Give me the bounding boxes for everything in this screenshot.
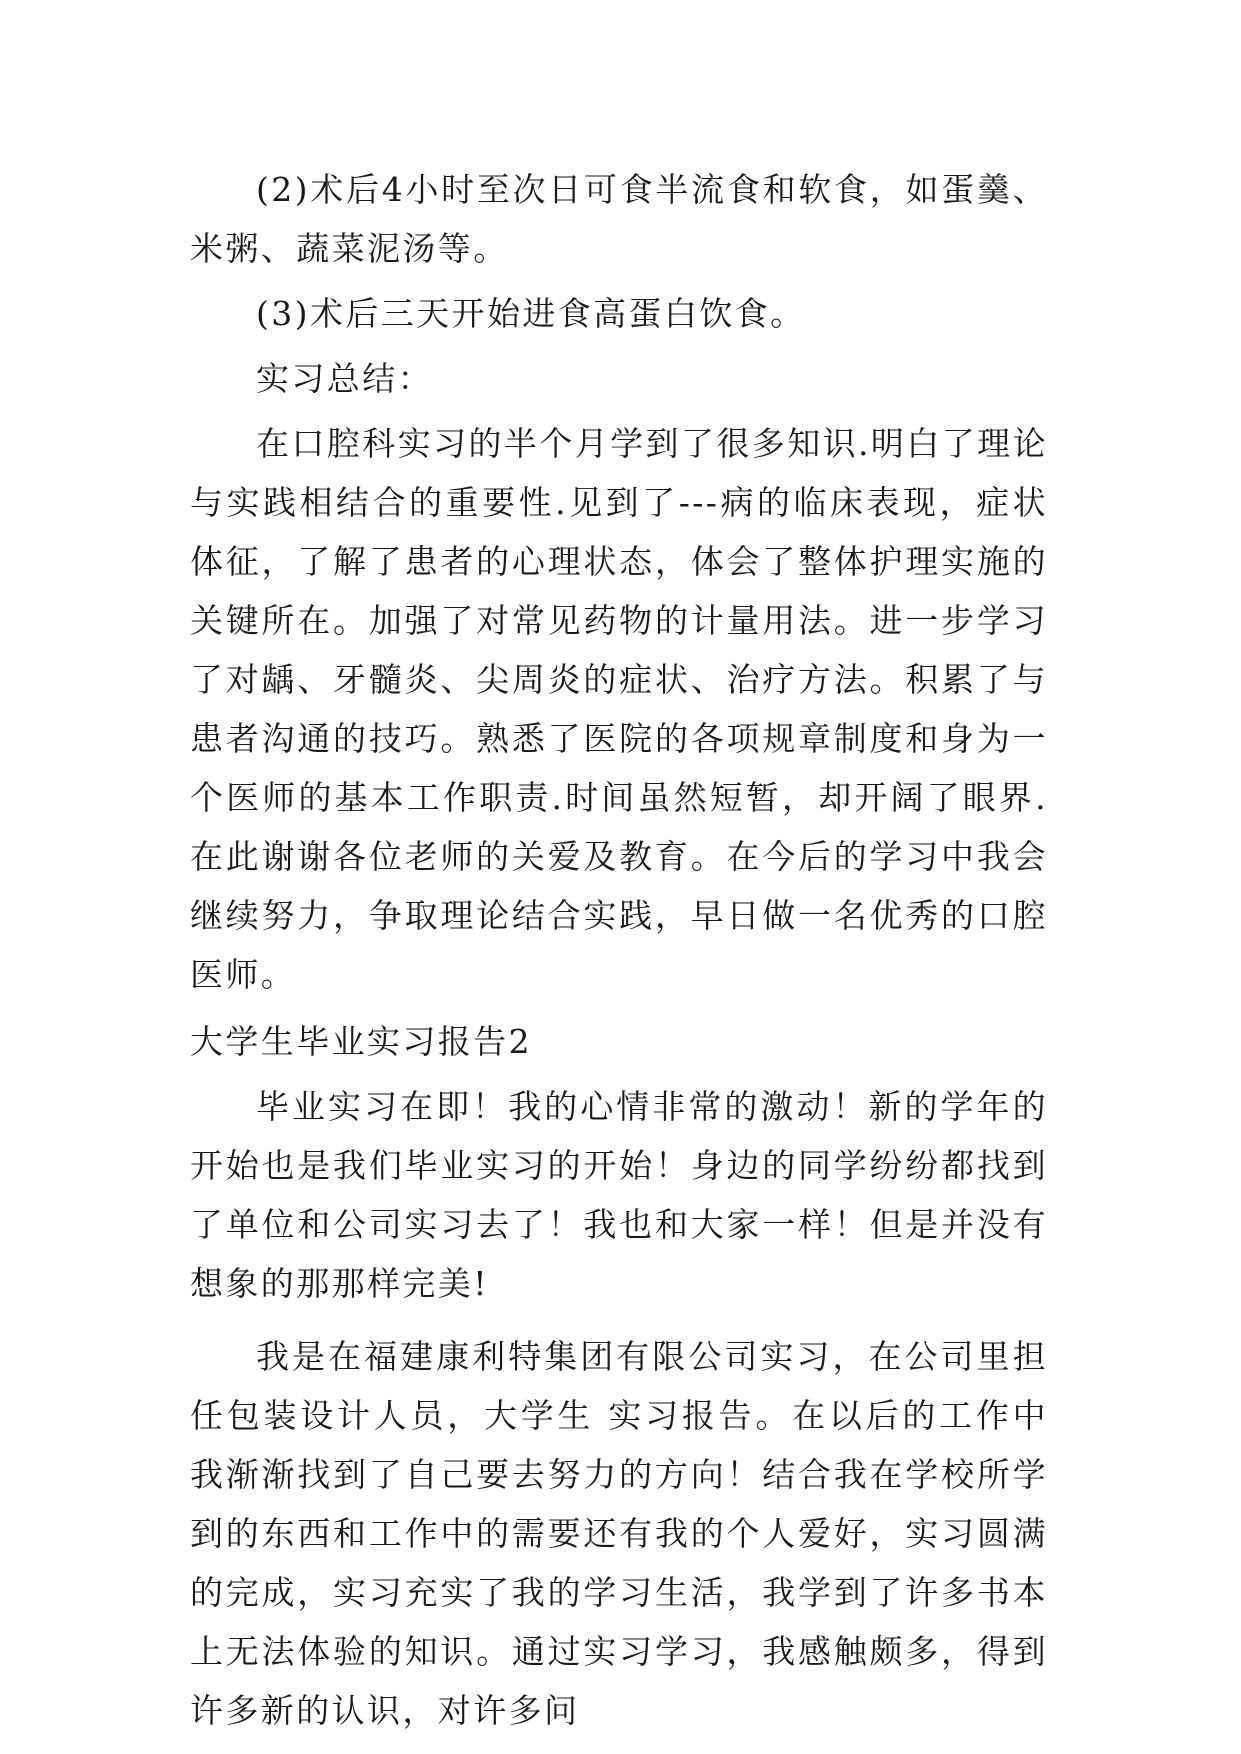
- section-heading: 大学生毕业实习报告2: [190, 1022, 532, 1061]
- paragraph-graduation-intro: 毕业实习在即！我的心情非常的激动！新的学年的开始也是我们毕业实习的开始！身边的同学纷纷都找到了单位和公司实习去了！我也和大家一样！但是并没有想象的那那样完美!: [190, 1087, 1048, 1303]
- paragraph-postop-diet-2: (2)术后4小时至次日可食半流食和软食，如蛋羹、米粥、蔬菜泥汤等。: [190, 170, 1048, 268]
- paragraph-postop-diet-3: (3)术后三天开始进食高蛋白饮食。: [256, 294, 806, 333]
- paragraph-company-internship: 我是在福建康利特集团有限公司实习，在公司里担任包装设计人员，大学生 实习报告。在以后的工作中我渐渐找到了自己要去努力的方向！结合我在学校所学到的东西和工作中的需要还有我的个人爱好，实习圆满的完成，实习充实了我的学习生活，我学到了许多书本上无法体验的知识。通过实习学习，我感触颇多，得到许多新的认识，对许多问: [190, 1337, 1048, 1730]
- document-body: [190, 160, 1048, 1740]
- paragraph-internship-summary: 在口腔科实习的半个月学到了很多知识.明白了理论与实践相结合的重要性.见到了---病的临床表现，症状体征，了解了患者的心理状态，体会了整体护理实施的关键所在。加强了对常见药物的计量用法。进一步学习了对龋、牙髓炎、尖周炎的症状、治疗方法。积累了与患者沟通的技巧。熟悉了医院的各项规章制度和身为一个医师的基本工作职责.时间虽然短暂，却开阔了眼界.在此谢谢各位老师的关爱及教育。在今后的学习中我会继续努力，争取理论结合实践，早日做一名优秀的口腔医师。: [190, 424, 1048, 994]
- paragraph-summary-label: 实习总结：: [256, 359, 433, 398]
